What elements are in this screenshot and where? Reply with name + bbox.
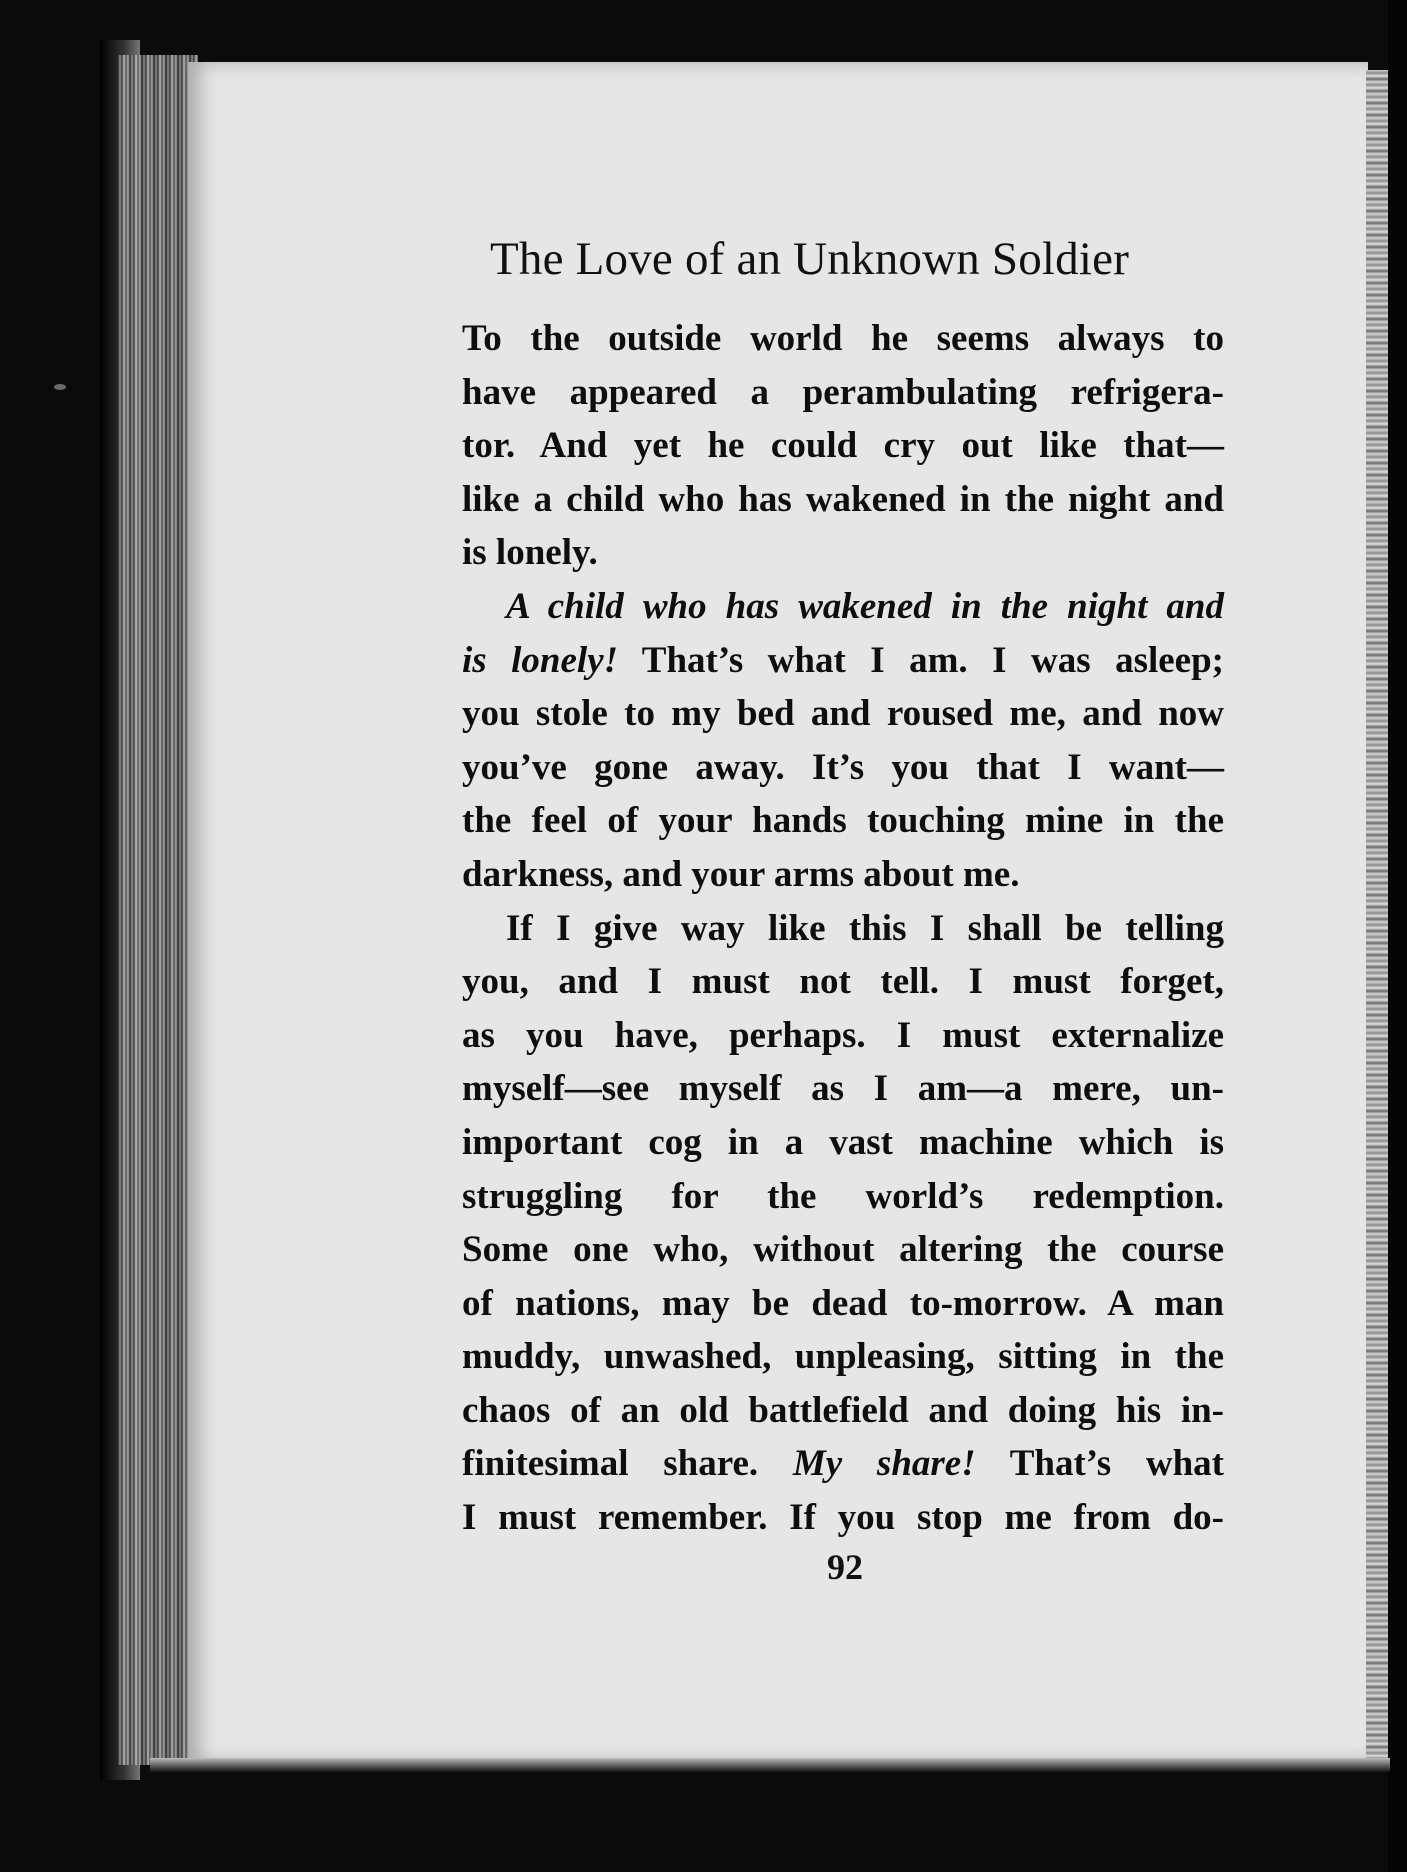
text-line: important cog in a vast machine which is: [462, 1121, 1224, 1163]
italic-quote: is lonely!: [462, 639, 619, 681]
text-line: myself—see myself as I am—a mere, un-: [462, 1068, 1224, 1110]
text-line: darkness, and your arms about me.: [462, 853, 1020, 895]
text-line: [462, 580, 1224, 634]
text-line: you, and I must not tell. I must forget,: [462, 961, 1224, 1003]
italic-quote: A child who has wakened in the night and: [506, 585, 1224, 627]
text-line: To the outside world he seems always to: [462, 318, 1224, 359]
text-line: have appeared a perambulating refrigera-: [462, 371, 1224, 413]
text-line: struggling for the world’s redemption.: [462, 1175, 1224, 1217]
background-right: [1388, 0, 1407, 1872]
text-line: of nations, may be dead to-morrow. A man: [462, 1282, 1224, 1324]
text-line: the feel of your hands touching mine in the: [462, 800, 1224, 842]
page-block-edge-bottom: [150, 1758, 1390, 1772]
text-line: muddy, unwashed, unpleasing, sitting in the: [462, 1336, 1224, 1378]
running-header: The Love of an Unknown Soldier: [490, 233, 1130, 285]
page-block-edge-left: [118, 55, 198, 1765]
text-line: chaos of an old battlefield and doing his in-: [462, 1389, 1224, 1431]
text-line: If I give way like this I shall be telling: [506, 907, 1224, 949]
text-line: I must remember. If you stop me from do-: [462, 1497, 1224, 1539]
text-line: you stole to my bed and roused me, and now: [462, 693, 1224, 735]
text-line: as you have, perhaps. I must externalize: [462, 1014, 1224, 1056]
text-line: is lonely! That’s what I am. I was asleep;: [462, 639, 1224, 681]
text-line: Some one who, without altering the course: [462, 1229, 1224, 1271]
italic-phrase: My share!: [792, 1443, 976, 1485]
dust-speck: [54, 384, 66, 390]
page-number: 92: [827, 1547, 863, 1587]
text-line: like a child who has wakened in the night and: [462, 478, 1224, 520]
text-line: is lonely.: [462, 532, 598, 574]
text-line: tor. And yet he could cry out like that—: [462, 425, 1224, 467]
body-text: [462, 312, 1224, 1545]
text-line: finitesimal share. My share! That’s what: [462, 1443, 1224, 1485]
text-line: you’ve gone away. It’s you that I want—: [462, 746, 1224, 788]
